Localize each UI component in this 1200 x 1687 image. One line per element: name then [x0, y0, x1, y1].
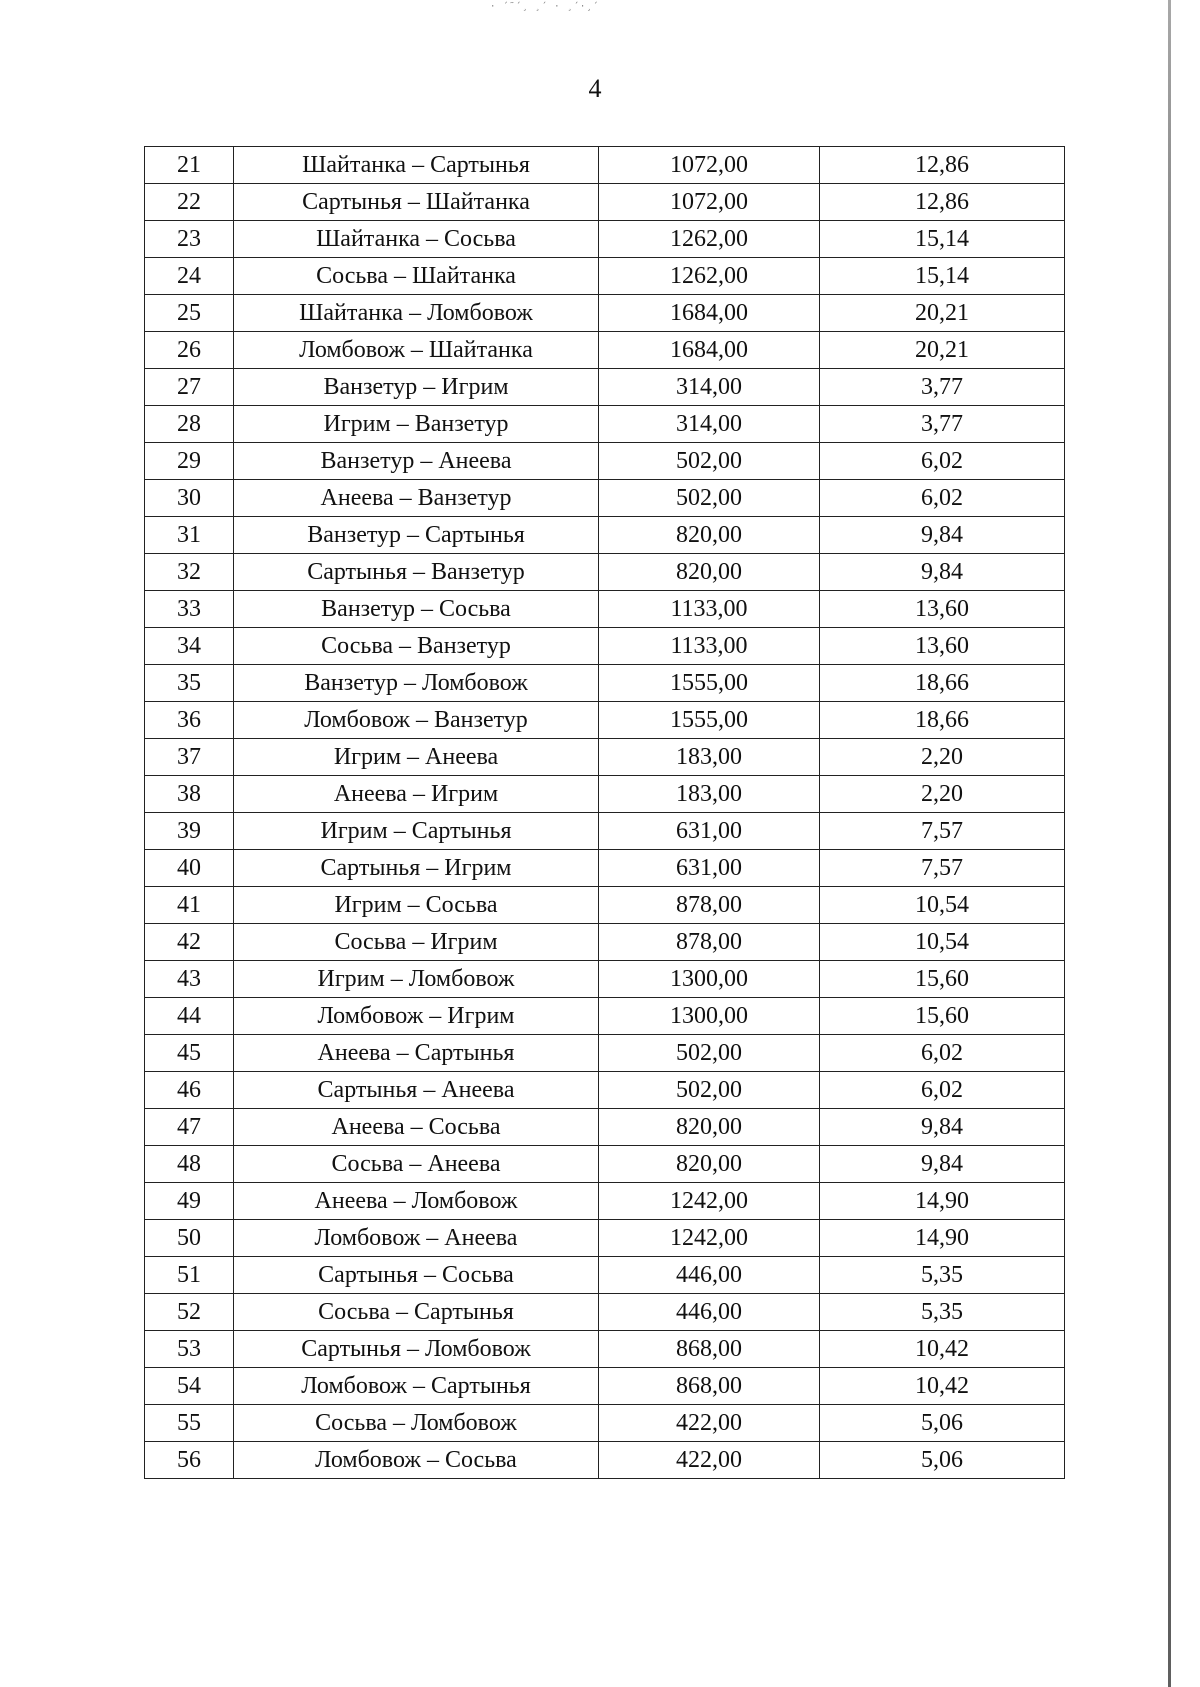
- table-row: [145, 480, 1065, 517]
- table-row: [145, 998, 1065, 1035]
- tariff-value-cell: 15,60: [820, 961, 1065, 998]
- distance-value-cell: 446,00: [599, 1257, 820, 1294]
- table-row: [145, 1035, 1065, 1072]
- tariff-value-cell: 14,90: [820, 1183, 1065, 1220]
- route-name-cell: Сосьва – Сартынья: [234, 1294, 599, 1331]
- routes-table: [144, 146, 1065, 1479]
- route-name-cell: Анеева – Ванзетур: [234, 480, 599, 517]
- table-row: [145, 813, 1065, 850]
- distance-value-cell: 422,00: [599, 1442, 820, 1479]
- table-row: [145, 1405, 1065, 1442]
- tariff-value-cell: 6,02: [820, 1072, 1065, 1109]
- distance-value-cell: 502,00: [599, 1072, 820, 1109]
- distance-value-cell: 878,00: [599, 887, 820, 924]
- row-number-cell: 33: [145, 591, 234, 628]
- tariff-value-cell: 9,84: [820, 554, 1065, 591]
- table-row: [145, 924, 1065, 961]
- tariff-value-cell: 2,20: [820, 739, 1065, 776]
- row-number-cell: 51: [145, 1257, 234, 1294]
- table-row: [145, 1331, 1065, 1368]
- route-name-cell: Игрим – Ванзетур: [234, 406, 599, 443]
- route-name-cell: Ломбовож – Сартынья: [234, 1368, 599, 1405]
- table-row: [145, 332, 1065, 369]
- distance-value-cell: 820,00: [599, 554, 820, 591]
- table-row: [145, 443, 1065, 480]
- route-name-cell: Ломбовож – Ванзетур: [234, 702, 599, 739]
- table-row: [145, 739, 1065, 776]
- route-name-cell: Ванзетур – Сосьва: [234, 591, 599, 628]
- tariff-value-cell: 7,57: [820, 813, 1065, 850]
- distance-value-cell: 502,00: [599, 443, 820, 480]
- distance-value-cell: 502,00: [599, 480, 820, 517]
- row-number-cell: 37: [145, 739, 234, 776]
- tariff-value-cell: 2,20: [820, 776, 1065, 813]
- route-name-cell: Сартынья – Ломбовож: [234, 1331, 599, 1368]
- tariff-value-cell: 13,60: [820, 628, 1065, 665]
- distance-value-cell: 446,00: [599, 1294, 820, 1331]
- route-name-cell: Анеева – Ломбовож: [234, 1183, 599, 1220]
- table-row: [145, 961, 1065, 998]
- distance-value-cell: 1072,00: [599, 147, 820, 184]
- row-number-cell: 26: [145, 332, 234, 369]
- row-number-cell: 22: [145, 184, 234, 221]
- row-number-cell: 41: [145, 887, 234, 924]
- distance-value-cell: 631,00: [599, 813, 820, 850]
- route-name-cell: Шайтанка – Сосьва: [234, 221, 599, 258]
- row-number-cell: 23: [145, 221, 234, 258]
- table-row: [145, 591, 1065, 628]
- tariff-value-cell: 6,02: [820, 1035, 1065, 1072]
- distance-value-cell: 1300,00: [599, 961, 820, 998]
- tariff-value-cell: 10,42: [820, 1331, 1065, 1368]
- distance-value-cell: 1684,00: [599, 332, 820, 369]
- row-number-cell: 27: [145, 369, 234, 406]
- tariff-value-cell: 15,14: [820, 258, 1065, 295]
- distance-value-cell: 314,00: [599, 406, 820, 443]
- distance-value-cell: 868,00: [599, 1331, 820, 1368]
- table-row: [145, 702, 1065, 739]
- row-number-cell: 21: [145, 147, 234, 184]
- distance-value-cell: 183,00: [599, 776, 820, 813]
- table-row: [145, 1294, 1065, 1331]
- route-name-cell: Сартынья – Сосьва: [234, 1257, 599, 1294]
- route-name-cell: Ванзетур – Игрим: [234, 369, 599, 406]
- page-number: 4: [588, 74, 602, 103]
- distance-value-cell: 868,00: [599, 1368, 820, 1405]
- tariff-value-cell: 10,42: [820, 1368, 1065, 1405]
- tariff-value-cell: 20,21: [820, 332, 1065, 369]
- route-name-cell: Игрим – Ломбовож: [234, 961, 599, 998]
- row-number-cell: 43: [145, 961, 234, 998]
- distance-value-cell: 1262,00: [599, 221, 820, 258]
- distance-value-cell: 1133,00: [599, 628, 820, 665]
- row-number-cell: 55: [145, 1405, 234, 1442]
- route-name-cell: Сартынья – Игрим: [234, 850, 599, 887]
- distance-value-cell: 1555,00: [599, 665, 820, 702]
- tariff-value-cell: 12,86: [820, 147, 1065, 184]
- route-name-cell: Игрим – Сартынья: [234, 813, 599, 850]
- distance-value-cell: 422,00: [599, 1405, 820, 1442]
- route-name-cell: Ванзетур – Сартынья: [234, 517, 599, 554]
- row-number-cell: 28: [145, 406, 234, 443]
- distance-value-cell: 820,00: [599, 1146, 820, 1183]
- distance-value-cell: 1555,00: [599, 702, 820, 739]
- row-number-cell: 35: [145, 665, 234, 702]
- route-name-cell: Сартынья – Ванзетур: [234, 554, 599, 591]
- table-row: [145, 776, 1065, 813]
- row-number-cell: 42: [145, 924, 234, 961]
- row-number-cell: 32: [145, 554, 234, 591]
- table-row: [145, 258, 1065, 295]
- row-number-cell: 31: [145, 517, 234, 554]
- row-number-cell: 36: [145, 702, 234, 739]
- tariff-value-cell: 18,66: [820, 665, 1065, 702]
- route-name-cell: Шайтанка – Сартынья: [234, 147, 599, 184]
- distance-value-cell: 820,00: [599, 517, 820, 554]
- tariff-value-cell: 18,66: [820, 702, 1065, 739]
- scan-edge-shadow: [1168, 0, 1171, 1687]
- row-number-cell: 47: [145, 1109, 234, 1146]
- tariff-value-cell: 12,86: [820, 184, 1065, 221]
- row-number-cell: 48: [145, 1146, 234, 1183]
- distance-value-cell: 1262,00: [599, 258, 820, 295]
- tariff-value-cell: 20,21: [820, 295, 1065, 332]
- tariff-value-cell: 14,90: [820, 1220, 1065, 1257]
- row-number-cell: 46: [145, 1072, 234, 1109]
- tariff-value-cell: 7,57: [820, 850, 1065, 887]
- tariff-value-cell: 3,77: [820, 369, 1065, 406]
- table-row: [145, 517, 1065, 554]
- row-number-cell: 53: [145, 1331, 234, 1368]
- route-name-cell: Сосьва – Анеева: [234, 1146, 599, 1183]
- table-row: [145, 1257, 1065, 1294]
- table-row: [145, 147, 1065, 184]
- table-row: [145, 554, 1065, 591]
- tariff-value-cell: 13,60: [820, 591, 1065, 628]
- table-row: [145, 1146, 1065, 1183]
- routes-table-body: [145, 147, 1065, 1479]
- row-number-cell: 34: [145, 628, 234, 665]
- table-row: [145, 1368, 1065, 1405]
- row-number-cell: 44: [145, 998, 234, 1035]
- distance-value-cell: 820,00: [599, 1109, 820, 1146]
- route-name-cell: Шайтанка – Ломбовож: [234, 295, 599, 332]
- route-name-cell: Сосьва – Ванзетур: [234, 628, 599, 665]
- distance-value-cell: 314,00: [599, 369, 820, 406]
- row-number-cell: 50: [145, 1220, 234, 1257]
- route-name-cell: Игрим – Сосьва: [234, 887, 599, 924]
- row-number-cell: 25: [145, 295, 234, 332]
- tariff-value-cell: 15,14: [820, 221, 1065, 258]
- tariff-value-cell: 5,35: [820, 1257, 1065, 1294]
- route-name-cell: Ванзетур – Анеева: [234, 443, 599, 480]
- route-name-cell: Сосьва – Шайтанка: [234, 258, 599, 295]
- distance-value-cell: 183,00: [599, 739, 820, 776]
- distance-value-cell: 502,00: [599, 1035, 820, 1072]
- distance-value-cell: 1133,00: [599, 591, 820, 628]
- tariff-value-cell: 5,06: [820, 1405, 1065, 1442]
- row-number-cell: 45: [145, 1035, 234, 1072]
- row-number-cell: 30: [145, 480, 234, 517]
- route-name-cell: Анеева – Игрим: [234, 776, 599, 813]
- table-row: [145, 1072, 1065, 1109]
- route-name-cell: Анеева – Сосьва: [234, 1109, 599, 1146]
- row-number-cell: 49: [145, 1183, 234, 1220]
- row-number-cell: 39: [145, 813, 234, 850]
- distance-value-cell: 631,00: [599, 850, 820, 887]
- route-name-cell: Сосьва – Игрим: [234, 924, 599, 961]
- table-row: [145, 1442, 1065, 1479]
- route-name-cell: Ломбовож – Сосьва: [234, 1442, 599, 1479]
- row-number-cell: 40: [145, 850, 234, 887]
- route-name-cell: Сартынья – Анеева: [234, 1072, 599, 1109]
- table-row: [145, 628, 1065, 665]
- table-row: [145, 1109, 1065, 1146]
- table-row: [145, 665, 1065, 702]
- tariff-value-cell: 15,60: [820, 998, 1065, 1035]
- row-number-cell: 52: [145, 1294, 234, 1331]
- distance-value-cell: 1300,00: [599, 998, 820, 1035]
- table-row: [145, 887, 1065, 924]
- table-row: [145, 369, 1065, 406]
- table-row: [145, 1183, 1065, 1220]
- row-number-cell: 38: [145, 776, 234, 813]
- tariff-value-cell: 5,06: [820, 1442, 1065, 1479]
- row-number-cell: 56: [145, 1442, 234, 1479]
- table-row: [145, 221, 1065, 258]
- scan-artifact: · ´˜´¸ ¸´ · ¸´·¸´: [490, 2, 600, 12]
- route-name-cell: Сосьва – Ломбовож: [234, 1405, 599, 1442]
- distance-value-cell: 878,00: [599, 924, 820, 961]
- table-row: [145, 850, 1065, 887]
- tariff-value-cell: 3,77: [820, 406, 1065, 443]
- table-row: [145, 184, 1065, 221]
- route-name-cell: Ломбовож – Игрим: [234, 998, 599, 1035]
- tariff-value-cell: 9,84: [820, 517, 1065, 554]
- route-name-cell: Анеева – Сартынья: [234, 1035, 599, 1072]
- table-row: [145, 1220, 1065, 1257]
- tariff-value-cell: 9,84: [820, 1146, 1065, 1183]
- route-name-cell: Игрим – Анеева: [234, 739, 599, 776]
- row-number-cell: 54: [145, 1368, 234, 1405]
- distance-value-cell: 1242,00: [599, 1220, 820, 1257]
- tariff-value-cell: 10,54: [820, 924, 1065, 961]
- row-number-cell: 29: [145, 443, 234, 480]
- table-row: [145, 295, 1065, 332]
- tariff-value-cell: 9,84: [820, 1109, 1065, 1146]
- route-name-cell: Сартынья – Шайтанка: [234, 184, 599, 221]
- row-number-cell: 24: [145, 258, 234, 295]
- route-name-cell: Ванзетур – Ломбовож: [234, 665, 599, 702]
- table-row: [145, 406, 1065, 443]
- tariff-value-cell: 5,35: [820, 1294, 1065, 1331]
- tariff-value-cell: 6,02: [820, 443, 1065, 480]
- route-name-cell: Ломбовож – Шайтанка: [234, 332, 599, 369]
- distance-value-cell: 1072,00: [599, 184, 820, 221]
- route-name-cell: Ломбовож – Анеева: [234, 1220, 599, 1257]
- tariff-value-cell: 6,02: [820, 480, 1065, 517]
- tariff-value-cell: 10,54: [820, 887, 1065, 924]
- distance-value-cell: 1242,00: [599, 1183, 820, 1220]
- distance-value-cell: 1684,00: [599, 295, 820, 332]
